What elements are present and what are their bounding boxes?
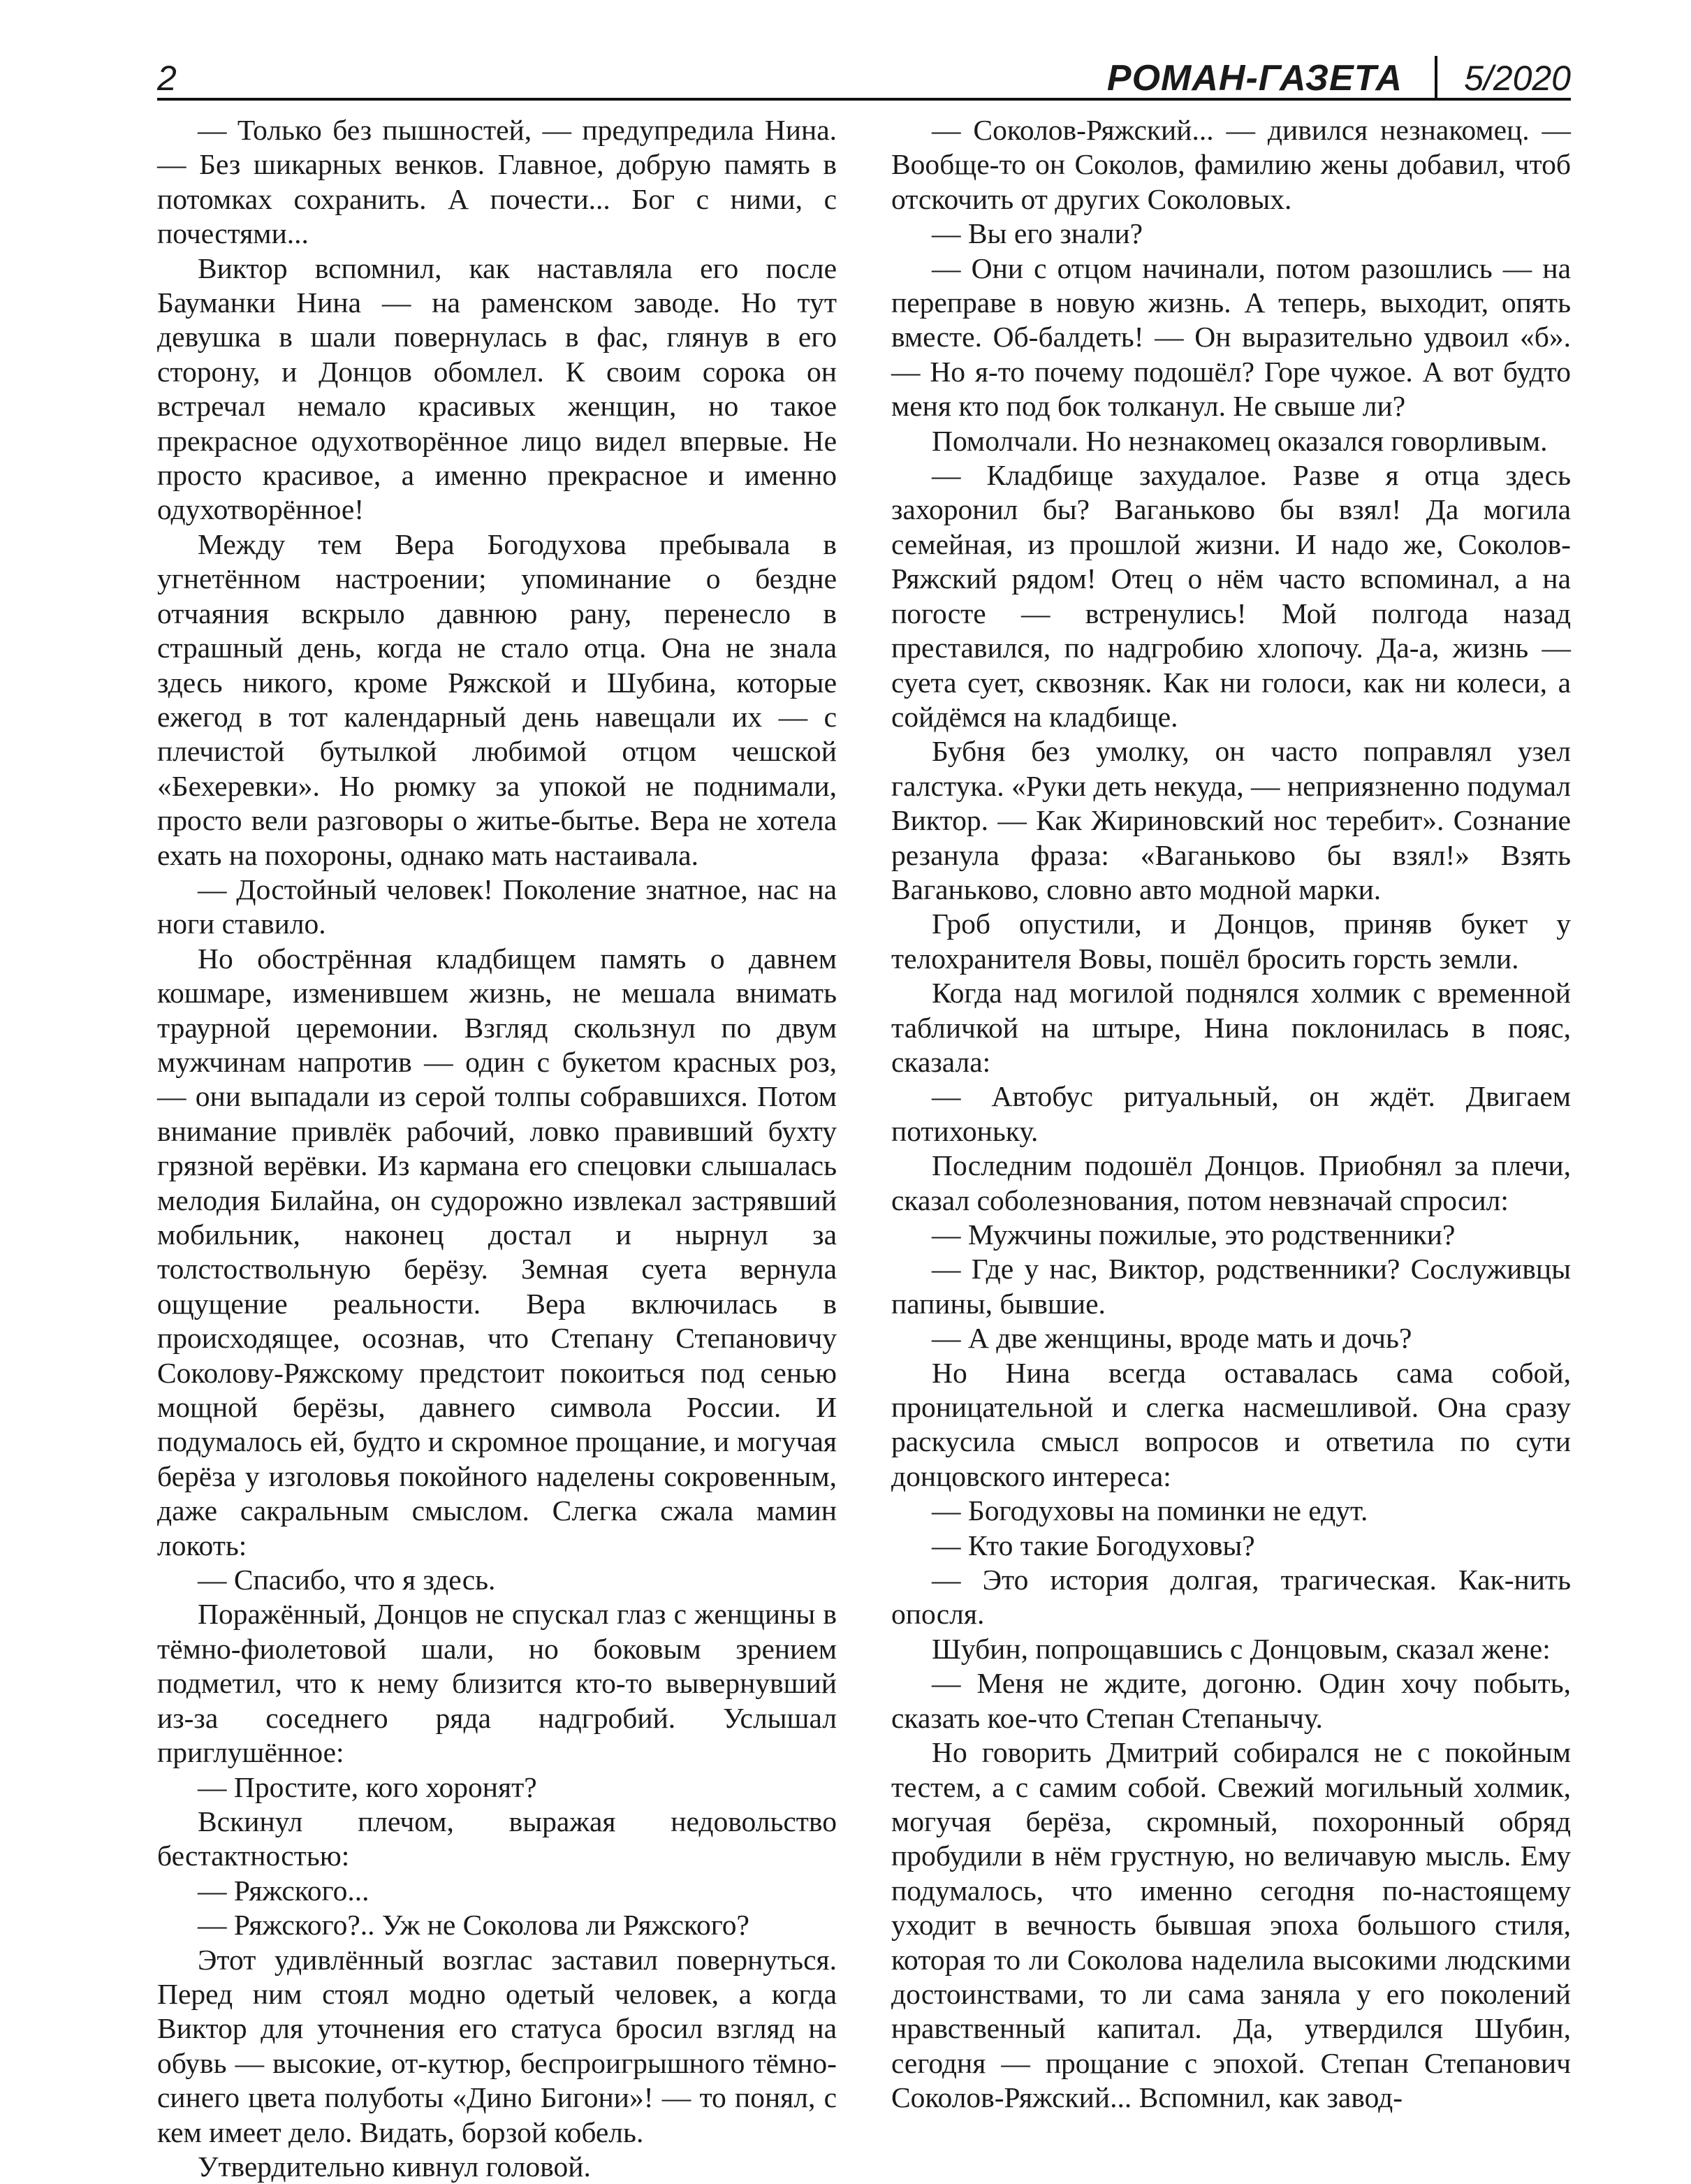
paragraph: — Богодуховы на поминки не едут. <box>932 1494 1368 1527</box>
paragraph: Вскинул плечом, выражая недовольство бестактностью: <box>157 1805 837 1872</box>
header-divider <box>1435 56 1437 98</box>
page-number: 2 <box>157 59 177 98</box>
magazine-title: РОМАН-ГАЗЕТА <box>1106 58 1403 99</box>
paragraph: Этот удивлённый возглас заставил повернуться. Перед ним стоял модно одетый человек, а когда Виктор для уточнения его статуса бросил взгляд на обувь — высокие, от-кутюр, беспроигрышного тёмно-синего цвета полуботы «Дино Бигони»! — то понял, с кем имеет дело. Видать, борзой кобель. <box>157 1943 837 2148</box>
paragraph: Но обострённая кладбищем память о давнем кошмаре, изменившем жизнь, не мешала внимать траурной церемонии. Взгляд скользнул по двум мужчинам напротив — один с букетом красных роз, — они выпадали из серой толпы собравшихся. Потом внимание привлёк рабочий, ловко правивший бухту грязной верёвки. Из кармана его спецовки слышалась мелодия Билайна, он судорожно извлекал застрявший мобильник, наконец достал и нырнул за толстоствольную берёзу. Земная суета вернула ощущение реальности. Вера включилась в происходящее, осознав, что Степану Степановичу Соколову-Ряжскому предстоит покоиться под сенью мощной берёзы, давнего символа России. И подумалось ей, будто и скромное прощание, и могучая берёза у изголовья покойного наделены сокровенным, даже сакральным смыслом. Слегка сжала мамин локоть: <box>157 942 837 1561</box>
paragraph: Помолчали. Но незнакомец оказался говорливым. <box>932 424 1548 457</box>
left-column <box>157 113 837 2184</box>
paragraph: — Автобус ритуальный, он ждёт. Двигаем потихоньку. <box>891 1080 1571 1147</box>
paragraph: — Кладбище захудалое. Разве я отца здесь захоронил бы? Ваганьково бы взял! Да могила семейная, из прошлой жизни. И надо же, Соколов-Ряжский рядом! Отец о нём часто вспоминал, а на погосте — встренулись! Мой полгода назад преставился, по надгробию хлопочу. Да-а, жизнь — суета сует, сквозняк. Как ни голоси, как ни колеси, а сойдёмся на кладбище. <box>891 459 1571 733</box>
paragraph: — А две женщины, вроде мать и дочь? <box>932 1322 1412 1355</box>
right-column <box>891 113 1571 2184</box>
paragraph: Поражённый, Донцов не спускал глаз с женщины в тёмно-фиолетовой шали, но боковым зрением подметил, что к нему близится кто-то вывернувший из-за соседнего ряда надгробий. Услышал приглушённое: <box>157 1598 837 1769</box>
paragraph: Но говорить Дмитрий собирался не с покойным тестем, а с самим собой. Свежий могильный холмик, могучая берёза, скромный, похоронный обряд пробудили в нём грустную, но величавую мысль. Ему подумалось, что именно сегодня по-настоящему уходит в вечность бывшая эпоха большого стиля, которая то ли Соколова наделила высокими людскими достоинствами, то ли сама заняла у его поколений нравственный капитал. Да, утвердился Шубин, сегодня — прощание с эпохой. Степан Степанович Соколов-Ряжский... Вспомнил, как завод- <box>891 1736 1571 2114</box>
paragraph: Шубин, попрощавшись с Донцовым, сказал жене: <box>932 1632 1551 1665</box>
paragraph: — Ряжского... <box>198 1874 369 1907</box>
paragraph: Но Нина всегда оставалась сама собой, проницательной и слегка насмешливой. Она сразу раскусила смысл вопросов и ответила по сути донцовского интереса: <box>891 1356 1571 1492</box>
paragraph: Когда над могилой поднялся холмик с временной табличкой на штыре, Нина поклонилась в пояс, сказала: <box>891 977 1571 1078</box>
paragraph: Бубня без умолку, он часто поправлял узел галстука. «Руки деть некуда, — неприязненно подумал Виктор. — Как Жириновский нос теребит». Сознание резанула фраза: «Ваганьково бы взял!» Взять Ваганьково, словно авто модной марки. <box>891 735 1571 905</box>
paragraph: — Простите, кого хоронят? <box>198 1770 537 1803</box>
paragraph: Гроб опустили, и Донцов, приняв букет у телохранителя Вовы, пошёл бросить горсть земли. <box>891 908 1571 975</box>
running-header <box>157 54 1571 101</box>
paragraph: Виктор вспомнил, как наставляла его после Бауманки Нина — на раменском заводе. Но тут девушка в шали повернулась в фас, глянув в его сторону, и Донцов обомлел. К своим сорока он встречал немало красивых женщин, но такое прекрасное одухотворённое лицо видел впервые. Не просто красивое, а именно прекрасное и именно одухотворённое! <box>157 252 837 526</box>
paragraph: — Спасибо, что я здесь. <box>198 1564 496 1596</box>
issue-number: 5/2020 <box>1464 59 1571 98</box>
paragraph: — Ряжского?.. Уж не Соколова ли Ряжского? <box>198 1909 749 1942</box>
paragraph: — Кто такие Богодуховы? <box>932 1529 1255 1561</box>
paragraph: — Соколов-Ряжский... — дивился незнакомец. — Вообще-то он Соколов, фамилию жены добавил, чтоб отскочить от других Соколовых. <box>891 114 1571 215</box>
paragraph: — Меня не ждите, догоню. Один хочу побыть, сказать кое-что Степан Степанычу. <box>891 1667 1571 1734</box>
paragraph: — Мужчины пожилые, это родственники? <box>932 1218 1456 1251</box>
paragraph: — Вы его знали? <box>932 217 1143 250</box>
paragraph: Утвердительно кивнул головой. <box>198 2150 591 2183</box>
paragraph: Между тем Вера Богодухова пребывала в угнетённом настроении; упоминание о бездне отчаяния вскрыло давнюю рану, перенесло в страшный день, когда не стало отца. Она не знала здесь никого, кроме Ряжской и Шубина, которые ежегод в тот календарный день навещали их — с плечистой бутылкой любимой отцом чешской «Бехеревки». Но рюмку за упокой не поднимали, просто вели разговоры о житье-бытье. Вера не хотела ехать на похороны, однако мать настаивала. <box>157 527 837 871</box>
paragraph: Последним подошёл Донцов. Приобнял за плечи, сказал соболезнования, потом невзначай спросил: <box>891 1149 1571 1216</box>
paragraph: — Где у нас, Виктор, родственники? Сослуживцы папины, бывшие. <box>891 1253 1571 1320</box>
paragraph: — Только без пышностей, — предупредила Нина. — Без шикарных венков. Главное, добрую память в потомках сохранить. А почести... Бог с ними, с почестями... <box>157 114 837 250</box>
paragraph: — Это история долгая, трагическая. Как-нить опосля. <box>891 1564 1571 1631</box>
text-columns <box>157 113 1571 2184</box>
paragraph: — Достойный человек! Поколение знатное, нас на ноги ставило. <box>157 873 837 940</box>
paragraph: — Они с отцом начинали, потом разошлись — на переправе в новую жизнь. А теперь, выходит, опять вместе. Об-балдеть! — Он выразительно удвоил «б». — Но я-то почему подошёл? Горе чужое. А вот будто меня кто под бок толканул. Не свыше ли? <box>891 252 1571 423</box>
